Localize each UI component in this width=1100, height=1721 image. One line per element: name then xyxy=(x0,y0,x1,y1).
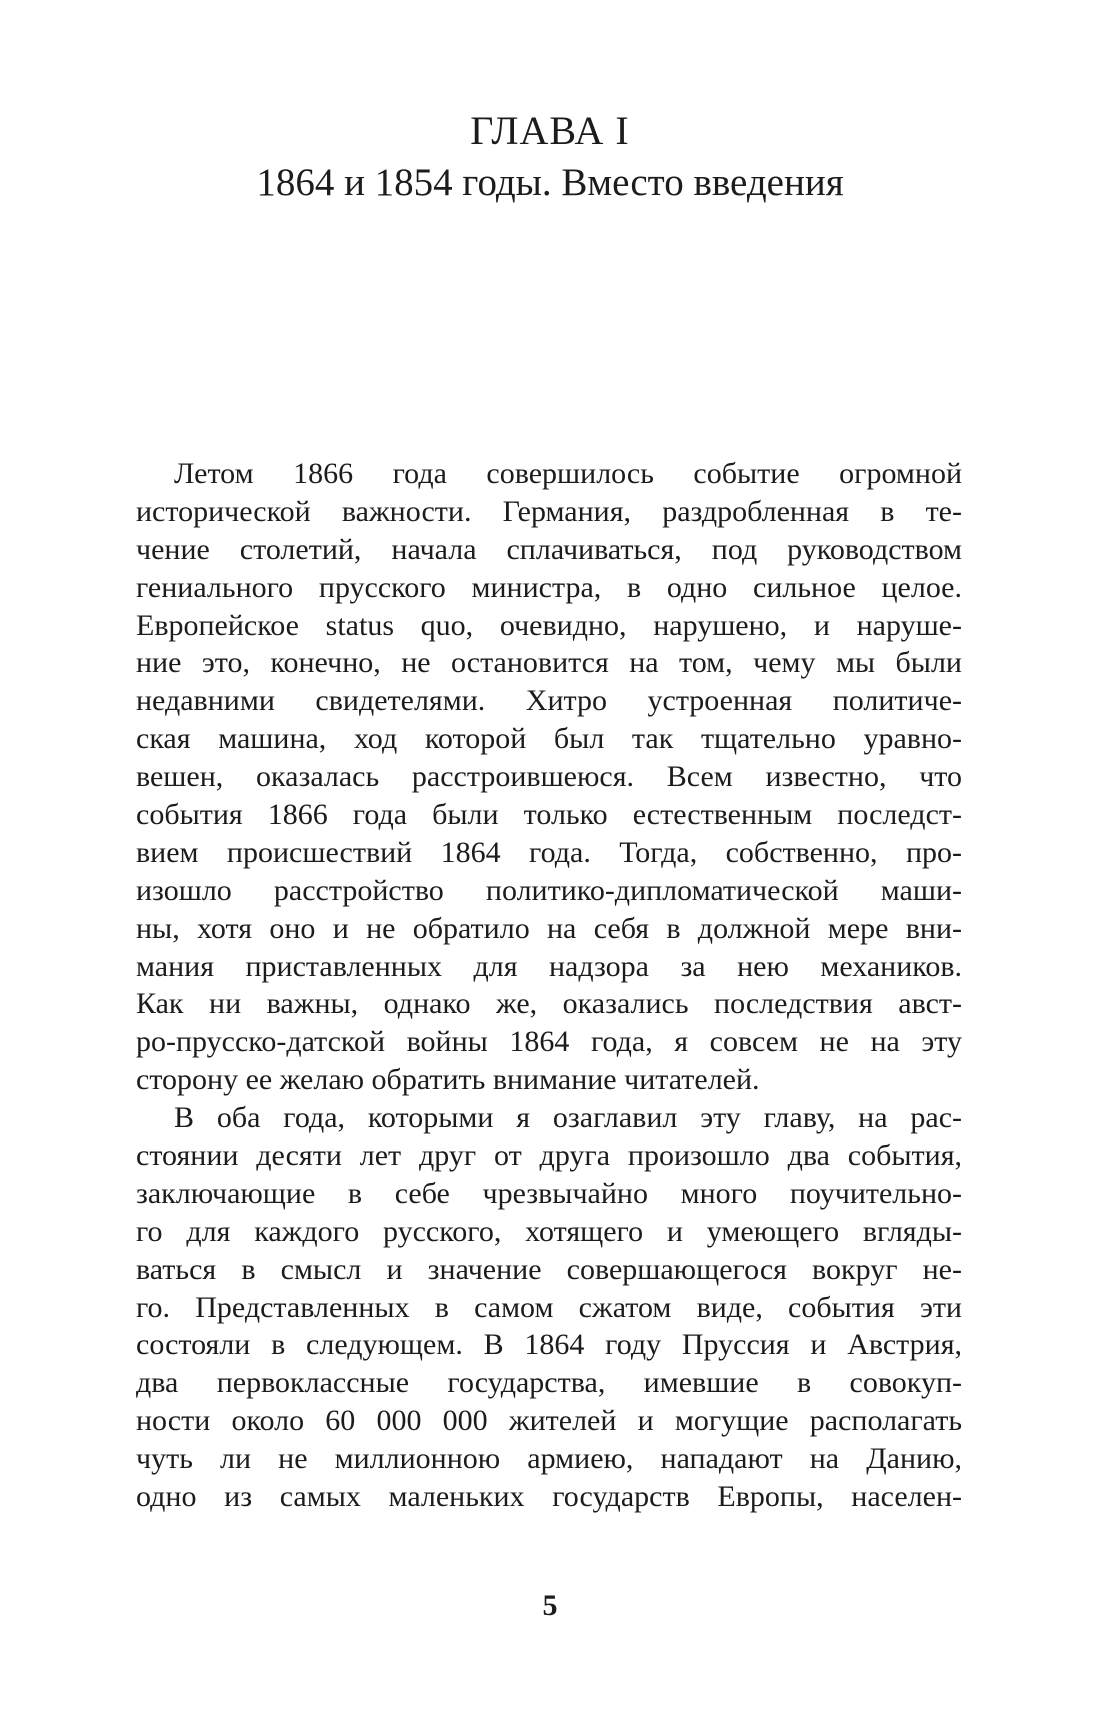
text-line: исторической важности. Германия, раздробленная в те- xyxy=(136,494,962,528)
text-line: сторону ее желаю обратить внимание читателей. xyxy=(136,1063,760,1097)
text-line: В оба года, которыми я озаглавил эту главу, на рас- xyxy=(174,1101,962,1135)
text-line: го. Представленных в самом сжатом виде, события эти xyxy=(136,1290,962,1324)
text-line: Летом 1866 года совершилось событие огромной xyxy=(174,457,962,490)
text-line: заключающие в себе чрезвычайно много поучительно- xyxy=(136,1176,962,1210)
paragraph xyxy=(136,455,962,1099)
text-line: ро-прусско-датской войны 1864 года, я совсем не на эту xyxy=(136,1025,962,1059)
text-line: недавними свидетелями. Хитро устроенная политиче- xyxy=(136,684,962,718)
text-line: состояли в следующем. В 1864 году Пруссия и Австрия, xyxy=(136,1328,962,1362)
text-line: вием происшествий 1864 года. Тогда, собственно, про- xyxy=(136,835,962,869)
text-line: Как ни важны, однако же, оказались последствия авст- xyxy=(136,987,962,1021)
text-line: события 1866 года были только естественным последст- xyxy=(136,798,962,832)
text-line: мания приставленных для надзора за нею механиков. xyxy=(136,949,962,983)
text-line: ны, хотя оно и не обратило на себя в должной мере вни- xyxy=(136,911,962,945)
text-line: ние это, конечно, не остановится на том, чему мы были xyxy=(136,646,962,680)
text-line: Европейское status quo, очевидно, нарушено, и наруше- xyxy=(136,608,962,642)
text-line: го для каждого русского, хотящего и умеющего вгляды- xyxy=(136,1214,962,1248)
chapter-label: ГЛАВА I xyxy=(470,108,630,153)
text-line: два первоклассные государства, имевшие в совокуп- xyxy=(136,1366,962,1400)
text-line: стоянии десяти лет друг от друга произошло два события, xyxy=(136,1139,962,1173)
body-text xyxy=(136,455,962,1516)
text-line: ваться в смысл и значение совершающегося вокруг не- xyxy=(136,1252,962,1286)
page-number: 5 xyxy=(542,1589,558,1622)
text-line: изошло расстройство политико-дипломатической маши- xyxy=(136,873,962,907)
paragraph xyxy=(136,1099,962,1516)
text-line: гениального прусского министра, в одно сильное целое. xyxy=(136,570,962,604)
text-line: чуть ли не миллионною армиею, нападают на Данию, xyxy=(136,1442,962,1476)
text-line: чение столетий, начала сплачиваться, под руководством xyxy=(136,532,962,566)
chapter-title: 1864 и 1854 годы. Вместо введения xyxy=(256,161,844,204)
text-line: ности около 60 000 000 жителей и могущие располагать xyxy=(136,1404,962,1438)
text-line: вешен, оказалась расстроившеюся. Всем известно, что xyxy=(136,760,962,794)
text-line: ская машина, ход которой был так тщательно уравно- xyxy=(136,722,962,756)
text-line: одно из самых маленьких государств Европы, населен- xyxy=(136,1480,962,1514)
